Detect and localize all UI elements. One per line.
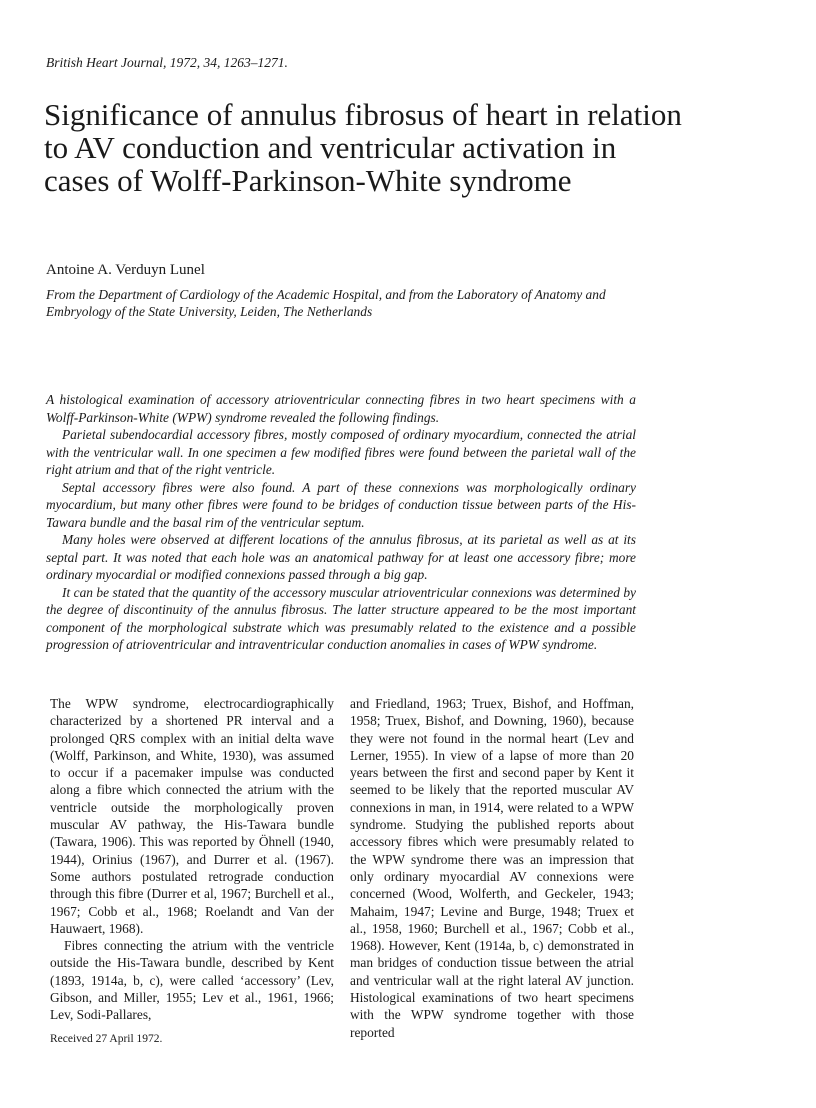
author-affiliation: From the Department of Cardiology of the Academic Hospital, and from the Laboratory of Anatomy and Embryology of the State University, Leiden, The Netherlands [46, 287, 606, 319]
body-column-left [50, 695, 334, 1024]
body-column-right [350, 695, 634, 1041]
abstract-paragraph: Septal accessory fibres were also found. A part of these connexions was morphologically ordinary myocardium, but many other fibres were found to be bridges of conduction tissue between parts of the His-Tawara bundle and the basal rim of the ventricular septum. [46, 479, 636, 530]
body-paragraph: The WPW syndrome, electrocardiographically characterized by a shortened PR interval and a prolonged QRS complex with an initial delta wave (Wolff, Parkinson, and White, 1930), was assumed to occur if a pacemaker impulse was conducted along a fibre which connected the atrium with the ventricle outside the morphologically proven muscular AV pathway, the His-Tawara bundle (Tawara, 1906). This was reported by Öhnell (1940, 1944), Orinius (1967), and Durrer et al. (1967). Some authors postulated retrograde conduction through this fibre (Durrer et al, 1967; Burchell et al., 1967; Cobb et al., 1968; Roelandt and Van der Hauwaert, 1968). [50, 696, 334, 936]
journal-reference: British Heart Journal, 1972, 34, 1263–1271. [46, 55, 288, 70]
received-date: Received 27 April 1972. [50, 1033, 163, 1045]
abstract [46, 391, 636, 654]
author-name: Antoine A. Verduyn Lunel [46, 262, 205, 278]
abstract-paragraph: A histological examination of accessory atrioventricular connecting fibres in two heart specimens with a Wolff-Parkinson-White (WPW) syndrome revealed the following findings. [46, 392, 636, 425]
abstract-paragraph: Many holes were observed at different locations of the annulus fibrosus, at its parietal as well as at its septal part. It was noted that each hole was an anatomical pathway for at least one accessory fibre; more ordinary myocardial or modified connexions passed through a big gap. [46, 532, 636, 582]
abstract-paragraph: Parietal subendocardial accessory fibres, mostly composed of ordinary myocardium, connected the atrial with the ventricular wall. In one specimen a few modified fibres were found between the parietal wall of the right atrium and that of the right ventricle. [46, 427, 636, 477]
article-title: Significance of annulus fibrosus of heart in relation to AV conduction and ventricular activation in cases of Wolff-Parkinson-White syndrome [44, 97, 682, 198]
body-paragraph: and Friedland, 1963; Truex, Bishof, and Hoffman, 1958; Truex, Bishof, and Downing, 1960), because they were not found in the normal heart (Lev and Lerner, 1955). In view of a lapse of more than 20 years between the first and second paper by Kent it seemed to be likely that the reported muscular AV connexions in man, in 1914, were related to a WPW syndrome. Studying the published reports about accessory fibres which were presumably related to the WPW syndrome there was an impression that only ordinary myocardial AV connexions were concerned (Wood, Wolferth, and Geckeler, 1943; Mahaim, 1947; Levine and Burge, 1948; Truex et al., 1958, 1960; Burchell et al., 1967; Cobb et al., 1968). However, Kent (1914a, b, c) demonstrated in man bridges of conduction tissue between the atrial and ventricular wall at the right lateral AV junction. Histological examinations of two heart specimens with the WPW syndrome together with those reported [350, 696, 634, 1040]
abstract-paragraph: It can be stated that the quantity of the accessory muscular atrioventricular connexions was determined by the degree of discontinuity of the annulus fibrosus. The latter structure appeared to be the most important component of the morphological substrate which was presumably related to the existence and a possible progression of atrioventricular and intraventricular conduction anomalies in cases of WPW syndrome. [46, 584, 636, 652]
body-paragraph: Fibres connecting the atrium with the ventricle outside the His-Tawara bundle, described by Kent (1893, 1914a, b, c), were called ‘accessory’ (Lev, Gibson, and Miller, 1955; Lev et al., 1961, 1966; Lev, Sodi-Pallares, [50, 938, 334, 1023]
